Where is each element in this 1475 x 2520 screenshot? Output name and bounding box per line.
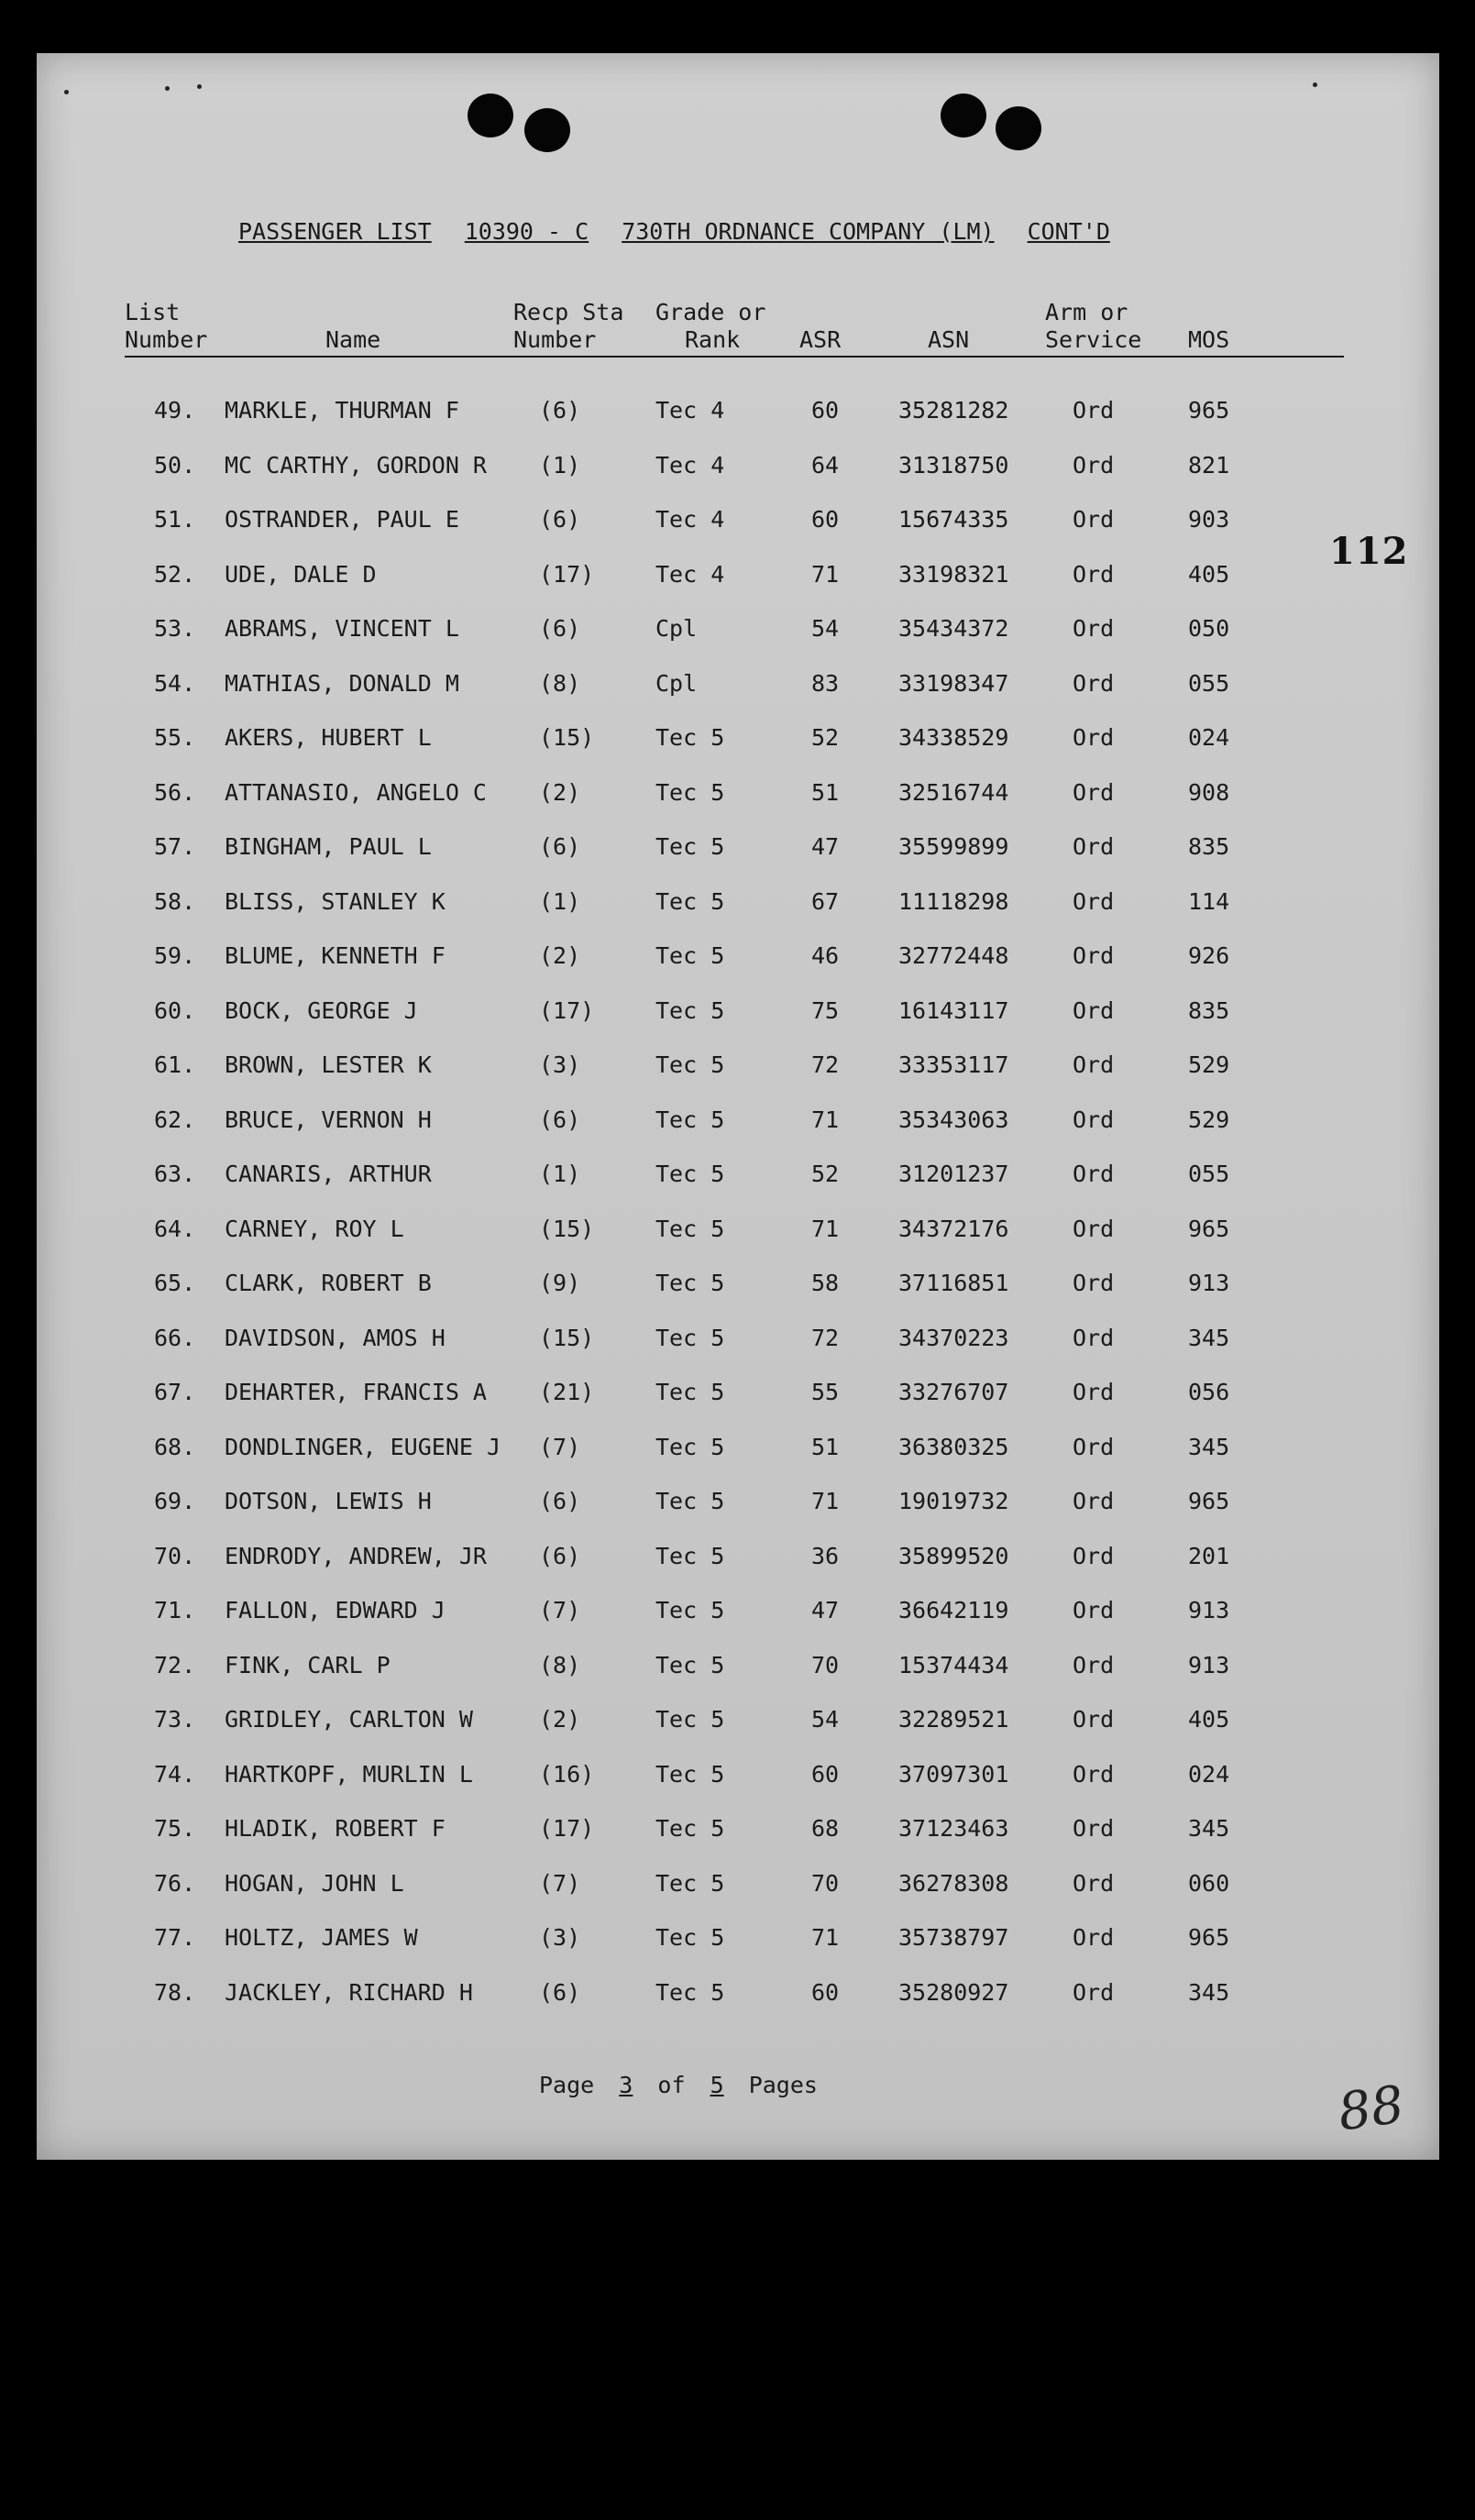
recp-sta-cell: (1) xyxy=(539,1161,581,1187)
arm-service-cell: Ord xyxy=(1073,1215,1115,1242)
list-number-cell: 62. xyxy=(154,1106,196,1133)
arm-service-cell: Ord xyxy=(1073,451,1115,479)
asr-cell: 51 xyxy=(811,1433,840,1460)
recp-sta-cell: (6) xyxy=(539,1542,581,1569)
asr-cell: 55 xyxy=(811,1379,840,1405)
list-number-cell: 69. xyxy=(154,1488,196,1514)
mos-cell: 024 xyxy=(1188,1760,1230,1788)
header-recp-sta: Recp Sta Number xyxy=(513,299,624,353)
name-cell: HOLTZ, JAMES W xyxy=(225,1924,418,1951)
name-cell: MARKLE, THURMAN F xyxy=(225,397,459,424)
list-number-cell: 78. xyxy=(154,1978,196,2006)
arm-service-cell: Ord xyxy=(1073,397,1115,424)
arm-service-cell: Ord xyxy=(1073,833,1115,860)
arm-service-cell: Ord xyxy=(1073,1815,1115,1842)
asr-cell: 52 xyxy=(811,1161,840,1187)
asn-cell: 35281282 xyxy=(898,397,1009,424)
grade-cell: Tec 5 xyxy=(655,996,725,1024)
list-number-cell: 75. xyxy=(154,1815,196,1842)
mos-cell: 060 xyxy=(1188,1869,1230,1897)
table-row xyxy=(37,720,1439,756)
grade-cell: Tec 5 xyxy=(655,1433,725,1460)
arm-service-cell: Ord xyxy=(1073,996,1115,1024)
asn-cell: 31201237 xyxy=(898,1161,1009,1187)
mos-cell: 345 xyxy=(1188,1433,1230,1460)
recp-sta-cell: (6) xyxy=(539,1978,581,2006)
asr-cell: 60 xyxy=(811,1978,840,2006)
asn-cell: 33353117 xyxy=(898,1051,1009,1078)
name-cell: UDE, DALE D xyxy=(225,560,377,588)
grade-cell: Tec 5 xyxy=(655,1978,725,2006)
arm-service-cell: Ord xyxy=(1073,1978,1115,2006)
asr-cell: 70 xyxy=(811,1869,840,1897)
recp-sta-cell: (15) xyxy=(539,1215,595,1242)
list-number-cell: 53. xyxy=(154,615,196,642)
grade-cell: Tec 5 xyxy=(655,833,725,860)
table-row xyxy=(37,666,1439,702)
arm-service-cell: Ord xyxy=(1073,942,1115,969)
list-number-cell: 66. xyxy=(154,1324,196,1351)
asr-cell: 67 xyxy=(811,887,840,915)
grade-cell: Tec 5 xyxy=(655,1815,725,1842)
asn-cell: 32772448 xyxy=(898,942,1009,969)
arm-service-cell: Ord xyxy=(1073,506,1115,533)
arm-service-cell: Ord xyxy=(1073,560,1115,588)
name-cell: BRUCE, VERNON H xyxy=(225,1106,432,1133)
grade-cell: Tec 4 xyxy=(655,560,725,588)
name-cell: DAVIDSON, AMOS H xyxy=(225,1324,446,1351)
recp-sta-cell: (6) xyxy=(539,397,581,424)
recp-sta-cell: (7) xyxy=(539,1597,581,1623)
asr-cell: 83 xyxy=(811,669,840,697)
mos-cell: 345 xyxy=(1188,1978,1230,2006)
name-cell: CARNEY, ROY L xyxy=(225,1215,404,1242)
arm-service-cell: Ord xyxy=(1073,1597,1115,1623)
table-row xyxy=(37,1320,1439,1357)
name-cell: FALLON, EDWARD J xyxy=(225,1597,446,1623)
list-number-cell: 63. xyxy=(154,1161,196,1187)
asr-cell: 64 xyxy=(811,451,840,479)
name-cell: ABRAMS, VINCENT L xyxy=(225,615,459,642)
name-cell: ATTANASIO, ANGELO C xyxy=(225,778,487,806)
punch-hole xyxy=(996,106,1041,150)
name-cell: HLADIK, ROBERT F xyxy=(225,1815,446,1842)
mos-cell: 965 xyxy=(1188,397,1230,424)
mos-cell: 405 xyxy=(1188,560,1230,588)
asn-cell: 37123463 xyxy=(898,1815,1009,1842)
mos-cell: 405 xyxy=(1188,1706,1230,1733)
document-heading xyxy=(238,218,1247,245)
header-asr: ASR xyxy=(799,326,842,353)
list-number-cell: 60. xyxy=(154,996,196,1024)
grade-cell: Tec 5 xyxy=(655,1379,725,1405)
table-row xyxy=(37,447,1439,484)
list-number-cell: 76. xyxy=(154,1869,196,1897)
name-cell: BROWN, LESTER K xyxy=(225,1051,432,1078)
asn-cell: 34372176 xyxy=(898,1215,1009,1242)
header-underline xyxy=(125,356,1344,358)
asn-cell: 11118298 xyxy=(898,887,1009,915)
name-cell: BINGHAM, PAUL L xyxy=(225,833,432,860)
list-number-cell: 59. xyxy=(154,942,196,969)
grade-cell: Tec 5 xyxy=(655,1215,725,1242)
grade-cell: Tec 5 xyxy=(655,942,725,969)
asr-cell: 46 xyxy=(811,942,840,969)
asn-cell: 15374434 xyxy=(898,1651,1009,1678)
header-name: Name xyxy=(325,326,381,353)
list-number-cell: 64. xyxy=(154,1215,196,1242)
mos-cell: 114 xyxy=(1188,887,1230,915)
asr-cell: 47 xyxy=(811,1597,840,1623)
recp-sta-cell: (2) xyxy=(539,1706,581,1733)
recp-sta-cell: (21) xyxy=(539,1379,595,1405)
arm-service-cell: Ord xyxy=(1073,1706,1115,1733)
table-row xyxy=(37,938,1439,974)
asr-cell: 60 xyxy=(811,1760,840,1788)
asr-cell: 75 xyxy=(811,996,840,1024)
mos-cell: 913 xyxy=(1188,1651,1230,1678)
list-number-cell: 52. xyxy=(154,560,196,588)
arm-service-cell: Ord xyxy=(1073,1651,1115,1678)
grade-cell: Tec 5 xyxy=(655,1106,725,1133)
arm-service-cell: Ord xyxy=(1073,778,1115,806)
list-number-cell: 54. xyxy=(154,669,196,697)
name-cell: CANARIS, ARTHUR xyxy=(225,1161,432,1187)
recp-sta-cell: (2) xyxy=(539,778,581,806)
asn-cell: 33198347 xyxy=(898,669,1009,697)
table-row xyxy=(37,884,1439,920)
mos-cell: 529 xyxy=(1188,1051,1230,1078)
grade-cell: Tec 5 xyxy=(655,1760,725,1788)
list-number-cell: 65. xyxy=(154,1270,196,1296)
mos-cell: 965 xyxy=(1188,1215,1230,1242)
arm-service-cell: Ord xyxy=(1073,1542,1115,1569)
table-row xyxy=(37,1265,1439,1302)
asn-cell: 36380325 xyxy=(898,1433,1009,1460)
name-cell: DOTSON, LEWIS H xyxy=(225,1488,432,1514)
arm-service-cell: Ord xyxy=(1073,1488,1115,1514)
continued-label: CONT'D xyxy=(1027,218,1110,245)
grade-cell: Tec 5 xyxy=(655,1488,725,1514)
mos-cell: 903 xyxy=(1188,506,1230,533)
table-row xyxy=(37,993,1439,1029)
mos-cell: 055 xyxy=(1188,1161,1230,1187)
grade-cell: Tec 5 xyxy=(655,1706,725,1733)
recp-sta-cell: (1) xyxy=(539,887,581,915)
recp-sta-cell: (6) xyxy=(539,1488,581,1514)
table-row xyxy=(37,1102,1439,1139)
table-row xyxy=(37,501,1439,538)
arm-service-cell: Ord xyxy=(1073,1051,1115,1078)
mos-cell: 835 xyxy=(1188,996,1230,1024)
table-row xyxy=(37,1538,1439,1575)
mos-cell: 908 xyxy=(1188,778,1230,806)
total-pages: 5 xyxy=(710,2072,724,2098)
grade-cell: Tec 5 xyxy=(655,1869,725,1897)
recp-sta-cell: (6) xyxy=(539,833,581,860)
name-cell: BOCK, GEORGE J xyxy=(225,996,418,1024)
name-cell: DEHARTER, FRANCIS A xyxy=(225,1379,487,1405)
arm-service-cell: Ord xyxy=(1073,1106,1115,1133)
asr-cell: 54 xyxy=(811,1706,840,1733)
asr-cell: 70 xyxy=(811,1651,840,1678)
asn-cell: 35738797 xyxy=(898,1924,1009,1951)
arm-service-cell: Ord xyxy=(1073,1324,1115,1351)
mos-cell: 913 xyxy=(1188,1270,1230,1296)
list-number: 10390 - C xyxy=(464,218,589,245)
header-grade: Grade or Rank xyxy=(655,299,766,353)
punch-hole xyxy=(941,94,986,138)
list-number-cell: 61. xyxy=(154,1051,196,1078)
header-asn: ASN xyxy=(928,326,970,353)
grade-cell: Tec 4 xyxy=(655,397,725,424)
table-row xyxy=(37,775,1439,811)
name-cell: MC CARTHY, GORDON R xyxy=(225,451,487,479)
recp-sta-cell: (15) xyxy=(539,724,595,751)
mos-cell: 965 xyxy=(1188,1488,1230,1514)
mos-cell: 201 xyxy=(1188,1542,1230,1569)
table-row xyxy=(37,1810,1439,1847)
recp-sta-cell: (7) xyxy=(539,1869,581,1897)
mos-cell: 050 xyxy=(1188,615,1230,642)
paper-speck xyxy=(197,84,202,89)
asr-cell: 58 xyxy=(811,1270,840,1296)
arm-service-cell: Ord xyxy=(1073,1270,1115,1296)
list-number-cell: 74. xyxy=(154,1760,196,1788)
punch-hole xyxy=(468,94,513,138)
recp-sta-cell: (17) xyxy=(539,996,595,1024)
recp-sta-cell: (7) xyxy=(539,1433,581,1460)
arm-service-cell: Ord xyxy=(1073,887,1115,915)
list-number-cell: 58. xyxy=(154,887,196,915)
grade-cell: Tec 5 xyxy=(655,724,725,751)
paper-speck xyxy=(64,90,69,94)
recp-sta-cell: (9) xyxy=(539,1270,581,1296)
recp-sta-cell: (16) xyxy=(539,1760,595,1788)
name-cell: BLISS, STANLEY K xyxy=(225,887,446,915)
list-label: PASSENGER LIST xyxy=(238,218,432,245)
punch-hole xyxy=(524,108,570,152)
asr-cell: 54 xyxy=(811,615,840,642)
mos-cell: 913 xyxy=(1188,1597,1230,1623)
recp-sta-cell: (8) xyxy=(539,1651,581,1678)
recp-sta-cell: (15) xyxy=(539,1324,595,1351)
asr-cell: 60 xyxy=(811,397,840,424)
name-cell: MATHIAS, DONALD M xyxy=(225,669,459,697)
table-row xyxy=(37,556,1439,593)
name-cell: CLARK, ROBERT B xyxy=(225,1270,432,1296)
header-arm-service: Arm or Service xyxy=(1045,299,1142,353)
table-row xyxy=(37,1211,1439,1248)
recp-sta-cell: (17) xyxy=(539,560,595,588)
mos-cell: 024 xyxy=(1188,724,1230,751)
stamped-page-number: 112 xyxy=(1329,530,1409,573)
mos-cell: 345 xyxy=(1188,1815,1230,1842)
asn-cell: 33276707 xyxy=(898,1379,1009,1405)
asn-cell: 32516744 xyxy=(898,778,1009,806)
asn-cell: 37097301 xyxy=(898,1760,1009,1788)
arm-service-cell: Ord xyxy=(1073,1869,1115,1897)
list-number-cell: 50. xyxy=(154,451,196,479)
list-number-cell: 51. xyxy=(154,506,196,533)
name-cell: HARTKOPF, MURLIN L xyxy=(225,1760,473,1788)
grade-cell: Tec 5 xyxy=(655,1597,725,1623)
table-row xyxy=(37,611,1439,647)
grade-cell: Tec 4 xyxy=(655,506,725,533)
asr-cell: 60 xyxy=(811,506,840,533)
asr-cell: 51 xyxy=(811,778,840,806)
table-row xyxy=(37,1701,1439,1738)
grade-cell: Tec 5 xyxy=(655,1051,725,1078)
arm-service-cell: Ord xyxy=(1073,615,1115,642)
paper-speck xyxy=(165,86,170,91)
name-cell: BLUME, KENNETH F xyxy=(225,942,446,969)
mos-cell: 965 xyxy=(1188,1924,1230,1951)
grade-cell: Tec 5 xyxy=(655,887,725,915)
document-page xyxy=(37,53,1439,2160)
table-row xyxy=(37,1647,1439,1684)
mos-cell: 529 xyxy=(1188,1106,1230,1133)
recp-sta-cell: (3) xyxy=(539,1924,581,1951)
asn-cell: 31318750 xyxy=(898,451,1009,479)
asn-cell: 32289521 xyxy=(898,1706,1009,1733)
grade-cell: Tec 5 xyxy=(655,1270,725,1296)
asn-cell: 35434372 xyxy=(898,615,1009,642)
asn-cell: 34338529 xyxy=(898,724,1009,751)
table-row xyxy=(37,1156,1439,1193)
mos-cell: 055 xyxy=(1188,669,1230,697)
mos-cell: 821 xyxy=(1188,451,1230,479)
asr-cell: 72 xyxy=(811,1051,840,1078)
mos-cell: 056 xyxy=(1188,1379,1230,1405)
arm-service-cell: Ord xyxy=(1073,1924,1115,1951)
asn-cell: 33198321 xyxy=(898,560,1009,588)
mos-cell: 835 xyxy=(1188,833,1230,860)
unit-name: 730TH ORDNANCE COMPANY (LM) xyxy=(622,218,995,245)
asn-cell: 35343063 xyxy=(898,1106,1009,1133)
list-number-cell: 49. xyxy=(154,397,196,424)
table-row xyxy=(37,1920,1439,1956)
list-number-cell: 56. xyxy=(154,778,196,806)
asn-cell: 15674335 xyxy=(898,506,1009,533)
recp-sta-cell: (1) xyxy=(539,451,581,479)
asr-cell: 71 xyxy=(811,560,840,588)
asr-cell: 71 xyxy=(811,1215,840,1242)
table-row xyxy=(37,1975,1439,2011)
arm-service-cell: Ord xyxy=(1073,669,1115,697)
asn-cell: 37116851 xyxy=(898,1270,1009,1296)
asr-cell: 71 xyxy=(811,1106,840,1133)
current-page: 3 xyxy=(619,2072,633,2098)
list-number-cell: 77. xyxy=(154,1924,196,1951)
name-cell: DONDLINGER, EUGENE J xyxy=(225,1433,501,1460)
asr-cell: 36 xyxy=(811,1542,840,1569)
grade-cell: Tec 5 xyxy=(655,1651,725,1678)
recp-sta-cell: (17) xyxy=(539,1815,595,1842)
header-mos: MOS xyxy=(1188,326,1230,353)
paper-speck xyxy=(1313,83,1317,87)
name-cell: ENDRODY, ANDREW, JR xyxy=(225,1542,487,1569)
handwritten-number: 88 xyxy=(1334,2074,1408,2143)
list-number-cell: 67. xyxy=(154,1379,196,1405)
name-cell: FINK, CARL P xyxy=(225,1651,391,1678)
asr-cell: 68 xyxy=(811,1815,840,1842)
list-number-cell: 71. xyxy=(154,1597,196,1623)
recp-sta-cell: (6) xyxy=(539,506,581,533)
list-number-cell: 68. xyxy=(154,1433,196,1460)
grade-cell: Tec 5 xyxy=(655,1542,725,1569)
arm-service-cell: Ord xyxy=(1073,1433,1115,1460)
arm-service-cell: Ord xyxy=(1073,1379,1115,1405)
table-row xyxy=(37,1756,1439,1793)
grade-cell: Tec 5 xyxy=(655,1924,725,1951)
mos-cell: 345 xyxy=(1188,1324,1230,1351)
grade-cell: Cpl xyxy=(655,615,698,642)
recp-sta-cell: (6) xyxy=(539,1106,581,1133)
table-row xyxy=(37,829,1439,865)
asn-cell: 36642119 xyxy=(898,1597,1009,1623)
name-cell: OSTRANDER, PAUL E xyxy=(225,506,459,533)
grade-cell: Tec 5 xyxy=(655,1161,725,1187)
list-number-cell: 70. xyxy=(154,1542,196,1569)
asn-cell: 16143117 xyxy=(898,996,1009,1024)
table-row xyxy=(37,1374,1439,1411)
name-cell: HOGAN, JOHN L xyxy=(225,1869,404,1897)
arm-service-cell: Ord xyxy=(1073,724,1115,751)
name-cell: AKERS, HUBERT L xyxy=(225,724,432,751)
asr-cell: 47 xyxy=(811,833,840,860)
table-row xyxy=(37,392,1439,429)
list-number-cell: 73. xyxy=(154,1706,196,1733)
page-footer: Page 3 of 5 Pages xyxy=(539,2072,818,2098)
grade-cell: Tec 5 xyxy=(655,1324,725,1351)
header-list-number: List Number xyxy=(125,299,208,353)
table-row xyxy=(37,1483,1439,1520)
recp-sta-cell: (3) xyxy=(539,1051,581,1078)
table-row xyxy=(37,1865,1439,1902)
list-number-cell: 72. xyxy=(154,1651,196,1678)
asr-cell: 71 xyxy=(811,1488,840,1514)
table-row xyxy=(37,1429,1439,1466)
arm-service-cell: Ord xyxy=(1073,1161,1115,1187)
recp-sta-cell: (6) xyxy=(539,615,581,642)
recp-sta-cell: (8) xyxy=(539,669,581,697)
asn-cell: 35280927 xyxy=(898,1978,1009,2006)
asn-cell: 36278308 xyxy=(898,1869,1009,1897)
asr-cell: 71 xyxy=(811,1924,840,1951)
asn-cell: 35599899 xyxy=(898,833,1009,860)
name-cell: GRIDLEY, CARLTON W xyxy=(225,1706,473,1733)
grade-cell: Tec 4 xyxy=(655,451,725,479)
mos-cell: 926 xyxy=(1188,942,1230,969)
list-number-cell: 57. xyxy=(154,833,196,860)
arm-service-cell: Ord xyxy=(1073,1760,1115,1788)
asr-cell: 52 xyxy=(811,724,840,751)
grade-cell: Cpl xyxy=(655,669,698,697)
list-number-cell: 55. xyxy=(154,724,196,751)
asn-cell: 35899520 xyxy=(898,1542,1009,1569)
table-row xyxy=(37,1047,1439,1084)
asn-cell: 19019732 xyxy=(898,1488,1009,1514)
name-cell: JACKLEY, RICHARD H xyxy=(225,1978,473,2006)
grade-cell: Tec 5 xyxy=(655,778,725,806)
asn-cell: 34370223 xyxy=(898,1324,1009,1351)
table-row xyxy=(37,1592,1439,1629)
recp-sta-cell: (2) xyxy=(539,942,581,969)
asr-cell: 72 xyxy=(811,1324,840,1351)
